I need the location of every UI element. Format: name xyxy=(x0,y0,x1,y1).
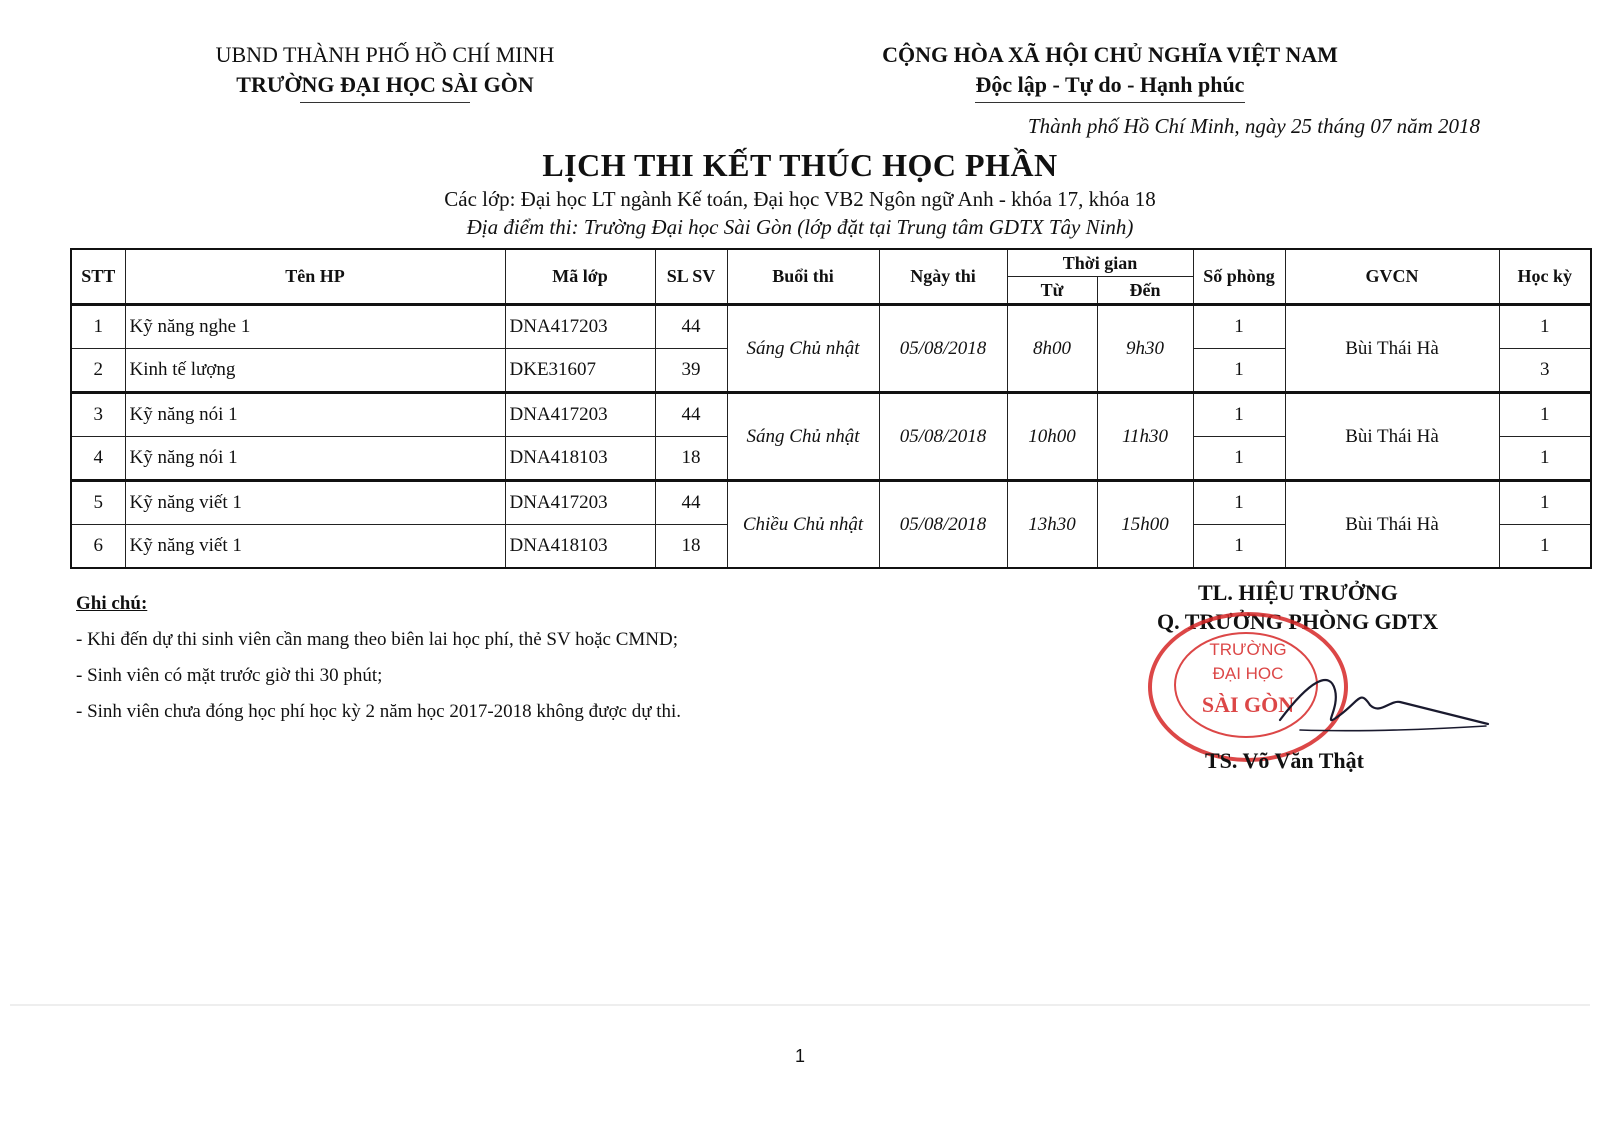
issuer-authority: UBND THÀNH PHỐ HỒ CHÍ MINH xyxy=(215,42,555,67)
cell-buoi-thi: Sáng Chủ nhật xyxy=(727,393,879,481)
cell-ten-hp: Kinh tế lượng xyxy=(125,349,505,393)
cell-tu: 10h00 xyxy=(1007,393,1097,481)
cell-tu: 8h00 xyxy=(1007,305,1097,393)
cell-ngay-thi: 05/08/2018 xyxy=(879,393,1007,481)
cell-ten-hp: Kỹ năng nghe 1 xyxy=(125,305,505,349)
stamp-text-3: SÀI GÒN xyxy=(1201,692,1295,717)
cell-so-phong: 1 xyxy=(1193,525,1285,569)
header-so-phong: Số phòng xyxy=(1193,249,1285,305)
cell-ma-lop: DNA418103 xyxy=(505,525,655,569)
national-motto: Độc lập - Tự do - Hạnh phúc xyxy=(975,72,1245,97)
cell-ngay-thi: 05/08/2018 xyxy=(879,305,1007,393)
cell-gvcn: Bùi Thái Hà xyxy=(1285,305,1499,393)
cell-hoc-ky: 1 xyxy=(1499,305,1591,349)
cell-sl-sv: 44 xyxy=(655,481,727,525)
signature-title-1: TL. HIỆU TRƯỞNG xyxy=(1198,580,1398,605)
header-thoi-gian: Thời gian xyxy=(1007,249,1193,277)
national-title: CỘNG HÒA XÃ HỘI CHỦ NGHĨA VIỆT NAM xyxy=(882,42,1338,67)
scan-artifact-line xyxy=(10,1004,1590,1006)
issuer-underline xyxy=(300,102,470,103)
cell-stt: 4 xyxy=(71,437,125,481)
stamp-text-1: TRƯỜNG xyxy=(1209,640,1287,659)
cell-sl-sv: 44 xyxy=(655,305,727,349)
header-tu: Từ xyxy=(1007,277,1097,305)
header-stt: STT xyxy=(71,249,125,305)
header-ngay-thi: Ngày thi xyxy=(879,249,1007,305)
cell-ten-hp: Kỹ năng viết 1 xyxy=(125,481,505,525)
note-item: - Sinh viên có mặt trước giờ thi 30 phút; xyxy=(76,665,383,686)
header-ma-lop: Mã lớp xyxy=(505,249,655,305)
signer-name: TS. Võ Văn Thật xyxy=(1205,748,1364,773)
cell-so-phong: 1 xyxy=(1193,437,1285,481)
cell-ma-lop: DNA417203 xyxy=(505,305,655,349)
cell-ten-hp: Kỹ năng viết 1 xyxy=(125,525,505,569)
note-item: - Sinh viên chưa đóng học phí học kỳ 2 năm học 2017-2018 không được dự thi. xyxy=(76,701,682,722)
exam-schedule-table xyxy=(70,248,1592,569)
document-subtitle: Các lớp: Đại học LT ngành Kế toán, Đại học VB2 Ngôn ngữ Anh - khóa 17, khóa 18 xyxy=(444,187,1156,211)
cell-so-phong: 1 xyxy=(1193,349,1285,393)
cell-stt: 5 xyxy=(71,481,125,525)
issuer-school: TRƯỜNG ĐẠI HỌC SÀI GÒN xyxy=(236,72,534,97)
cell-so-phong: 1 xyxy=(1193,305,1285,349)
table-row xyxy=(71,393,1591,437)
cell-hoc-ky: 1 xyxy=(1499,481,1591,525)
cell-den: 11h30 xyxy=(1097,393,1193,481)
cell-gvcn: Bùi Thái Hà xyxy=(1285,393,1499,481)
notes-heading: Ghi chú: xyxy=(76,593,148,614)
cell-ma-lop: DKE31607 xyxy=(505,349,655,393)
cell-sl-sv: 18 xyxy=(655,525,727,569)
notes-section xyxy=(76,586,681,730)
cell-hoc-ky: 1 xyxy=(1499,525,1591,569)
document-title: LỊCH THI KẾT THÚC HỌC PHẦN xyxy=(542,147,1058,183)
page-number: 1 xyxy=(794,1046,805,1066)
header-sl-sv: SL SV xyxy=(655,249,727,305)
cell-ngay-thi: 05/08/2018 xyxy=(879,481,1007,569)
signature-title-2: Q. TRƯỞNG PHÒNG GDTX xyxy=(1157,609,1439,634)
header-hoc-ky: Học kỳ xyxy=(1499,249,1591,305)
cell-stt: 3 xyxy=(71,393,125,437)
cell-hoc-ky: 1 xyxy=(1499,437,1591,481)
header-ten-hp: Tên HP xyxy=(125,249,505,305)
table-row xyxy=(71,481,1591,525)
cell-stt: 6 xyxy=(71,525,125,569)
cell-ten-hp: Kỹ năng nói 1 xyxy=(125,393,505,437)
cell-buoi-thi: Chiều Chủ nhật xyxy=(727,481,879,569)
header-buoi-thi: Buổi thi xyxy=(727,249,879,305)
cell-sl-sv: 18 xyxy=(655,437,727,481)
cell-ten-hp: Kỹ năng nói 1 xyxy=(125,437,505,481)
cell-stt: 1 xyxy=(71,305,125,349)
cell-sl-sv: 39 xyxy=(655,349,727,393)
cell-ma-lop: DNA417203 xyxy=(505,393,655,437)
cell-stt: 2 xyxy=(71,349,125,393)
header-gvcn: GVCN xyxy=(1285,249,1499,305)
cell-ma-lop: DNA417203 xyxy=(505,481,655,525)
cell-ma-lop: DNA418103 xyxy=(505,437,655,481)
cell-den: 9h30 xyxy=(1097,305,1193,393)
cell-sl-sv: 44 xyxy=(655,393,727,437)
exam-location: Địa điểm thi: Trường Đại học Sài Gòn (lớp đặt tại Trung tâm GDTX Tây Ninh) xyxy=(466,215,1134,239)
cell-den: 15h00 xyxy=(1097,481,1193,569)
cell-buoi-thi: Sáng Chủ nhật xyxy=(727,305,879,393)
handwritten-signature xyxy=(1240,660,1490,750)
table-row xyxy=(71,305,1591,349)
cell-hoc-ky: 1 xyxy=(1499,393,1591,437)
cell-tu: 13h30 xyxy=(1007,481,1097,569)
cell-hoc-ky: 3 xyxy=(1499,349,1591,393)
motto-underline xyxy=(975,102,1245,103)
header-den: Đến xyxy=(1097,277,1193,305)
cell-so-phong: 1 xyxy=(1193,481,1285,525)
note-item: - Khi đến dự thi sinh viên cần mang theo biên lai học phí, thẻ SV hoặc CMND; xyxy=(76,629,679,650)
cell-gvcn: Bùi Thái Hà xyxy=(1285,481,1499,569)
cell-so-phong: 1 xyxy=(1193,393,1285,437)
stamp-text-2: ĐẠI HỌC xyxy=(1212,664,1284,683)
issue-date: Thành phố Hồ Chí Minh, ngày 25 tháng 07 năm 2018 xyxy=(1027,114,1480,138)
